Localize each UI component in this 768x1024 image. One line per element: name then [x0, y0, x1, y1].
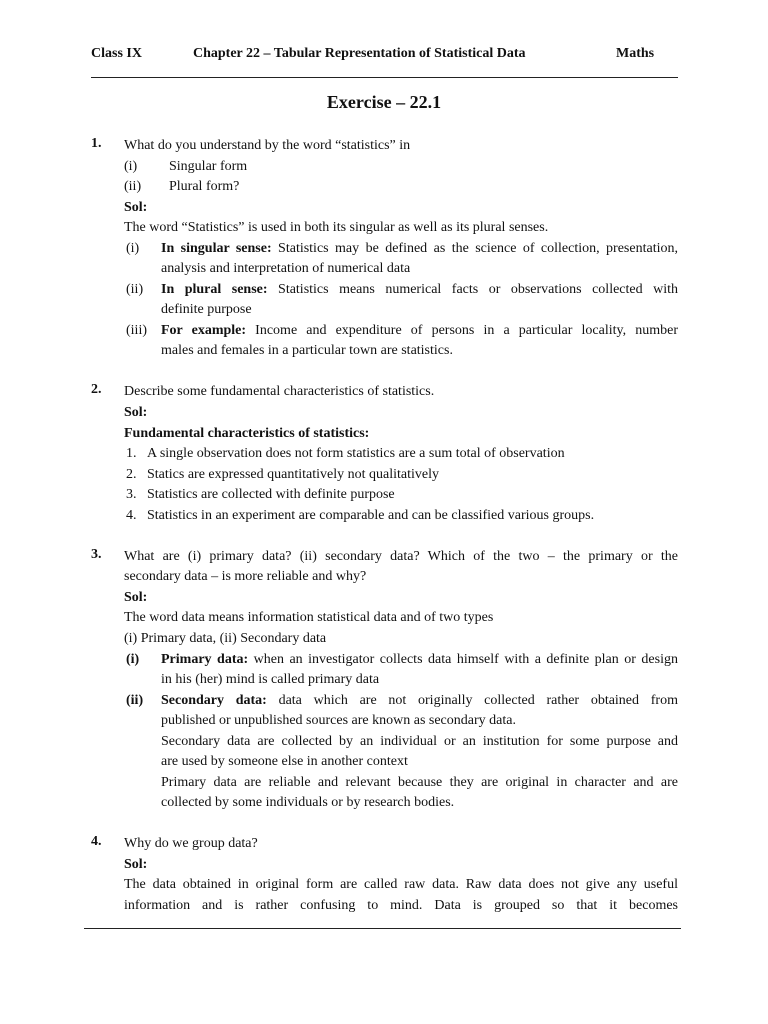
q4-line1: The data obtained in original form are called raw data. Raw data does not give any useful	[124, 877, 678, 892]
q4-sol-label: Sol:	[124, 857, 148, 872]
q2-number: 2.	[91, 382, 102, 397]
q2-item-3: Statistics are collected with definite purpose	[147, 487, 395, 502]
q2-item-1: A single observation does not form statistics are a sum total of observation	[147, 446, 565, 461]
q3-sol-label: Sol:	[124, 590, 148, 605]
q4-line2: information and is rather confusing to mind. Data is grouped so that it becomes	[124, 898, 678, 913]
q1-p3-bold: For example:	[161, 323, 247, 338]
q1-p1-marker: (i)	[126, 241, 140, 256]
header-rule	[91, 77, 678, 78]
q1-p2-text: Statistics means numerical facts or observations collected with	[267, 282, 678, 297]
q3-intro2: (i) Primary data, (ii) Secondary data	[124, 631, 327, 646]
q1-opt2-marker: (ii)	[124, 179, 142, 194]
q3-p1-marker: (i)	[126, 652, 140, 667]
q1-opt1-marker: (i)	[124, 159, 138, 174]
q2-item-1-marker: 1.	[126, 446, 137, 461]
q2-sol-label: Sol:	[124, 405, 148, 420]
q1-opt1: Singular form	[169, 159, 248, 174]
q4-question: Why do we group data?	[124, 836, 258, 851]
q3-p1-line1	[161, 650, 678, 670]
q1-p2-marker: (ii)	[126, 282, 144, 297]
q4-number: 4.	[91, 834, 102, 849]
q1-question: What do you understand by the word “statistics” in	[124, 138, 411, 153]
q1-p1-text: Statistics may be defined as the science of collection, presentation,	[271, 241, 678, 256]
q1-intro: The word “Statistics” is used in both its singular as well as its plural senses.	[124, 220, 549, 235]
q3-p2-line2: published or unpublished sources are known as secondary data.	[161, 713, 516, 728]
q1-p2-line2: definite purpose	[161, 302, 252, 317]
q3-p2-line5: Primary data are reliable and relevant because they are original in character and are	[161, 775, 678, 790]
q3-p2-line1	[161, 691, 678, 711]
q3-p2-line6: collected by some individuals or by research bodies.	[161, 795, 455, 810]
q2-item-2: Statics are expressed quantitatively not qualitatively	[147, 467, 439, 482]
q3-p1-text: when an investigator collects data himself with a definite plan or design	[248, 652, 678, 667]
q1-p2-line1	[161, 280, 678, 300]
q3-question-line1: What are (i) primary data? (ii) secondary data? Which of the two – the primary or the	[124, 549, 678, 564]
q1-p3-line1	[161, 321, 678, 341]
page-title: Exercise – 22.1	[326, 92, 442, 112]
q1-p1-line2: analysis and interpretation of numerical data	[161, 261, 411, 276]
footer-rule	[84, 928, 681, 929]
q1-number: 1.	[91, 136, 102, 151]
q1-p3-line2: males and females in a particular town are statistics.	[161, 343, 453, 358]
q3-p1-bold: Primary data:	[161, 652, 249, 667]
q1-p1-bold: In singular sense:	[161, 241, 272, 256]
header-subject: Maths	[616, 46, 655, 61]
q2-item-3-marker: 3.	[126, 487, 137, 502]
q2-item-4-marker: 4.	[126, 508, 137, 523]
q2-question: Describe some fundamental characteristics of statistics.	[124, 384, 435, 399]
header-chapter: Chapter 22 – Tabular Representation of Statistical Data	[193, 46, 526, 61]
q1-p1-line1	[161, 239, 678, 259]
q3-p2-line4: are used by someone else in another context	[161, 754, 408, 769]
q3-intro1: The word data means information statistical data and of two types	[124, 610, 494, 625]
q1-p2-bold: In plural sense:	[161, 282, 268, 297]
q3-number: 3.	[91, 547, 102, 562]
q3-p2-text: data which are not originally collected rather obtained from	[266, 693, 678, 708]
q2-heading: Fundamental characteristics of statistics:	[124, 426, 370, 441]
q3-p1-line2: in his (her) mind is called primary data	[161, 672, 380, 687]
q1-sol-label: Sol:	[124, 200, 148, 215]
q3-p2-marker: (ii)	[126, 693, 144, 708]
q1-p3-text: Income and expenditure of persons in a particular locality, number	[246, 323, 678, 338]
q2-item-4: Statistics in an experiment are comparable and can be classified various groups.	[147, 508, 595, 523]
q3-p2-line3: Secondary data are collected by an individual or an institution for some purpose and	[161, 734, 678, 749]
q1-p3-marker: (iii)	[126, 323, 147, 338]
header-class: Class IX	[91, 46, 142, 61]
q2-item-2-marker: 2.	[126, 467, 137, 482]
q3-p2-bold: Secondary data:	[161, 693, 267, 708]
q1-opt2: Plural form?	[169, 179, 240, 194]
q3-question-line2: secondary data – is more reliable and why?	[124, 569, 367, 584]
